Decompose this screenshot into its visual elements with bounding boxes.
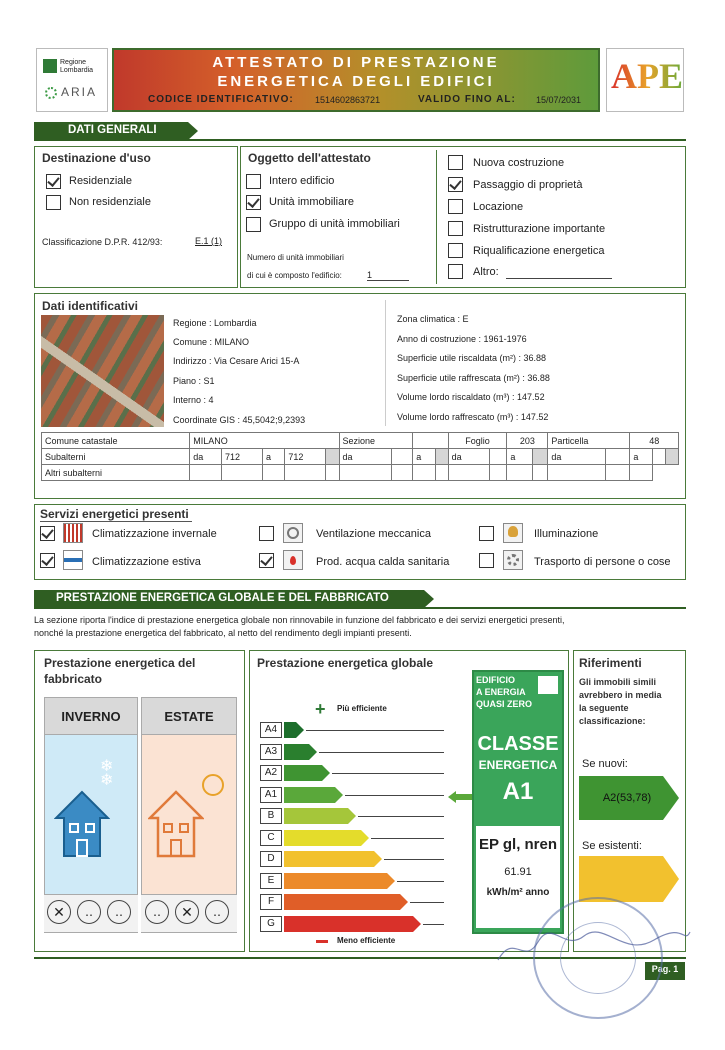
ventilazione-label: Ventilazione meccanica [316,528,431,540]
valido-value: 15/07/2031 [536,95,582,105]
ventilazione-checkbox[interactable] [259,526,274,541]
altri-cell [339,465,391,481]
sup-raffrescata-field: Superficie utile raffrescata (m²) : 36.88 [397,373,550,383]
numero-unita-value: 1 [367,270,409,281]
class-label-a3: A3 [260,744,282,760]
sub-da-label: da [190,449,222,465]
neutral-face-icon: ‥ [77,900,101,924]
coordinate-field: Coordinate GIS : 45,5042;9,2393 [173,415,306,425]
sub-a-label-3: a [507,449,533,465]
trasporto-label: Trasporto di persone o cose [534,556,671,568]
classificazione-label: Classificazione D.P.R. 412/93: [42,237,163,247]
piano-field: Piano : S1 [173,376,215,386]
class-label-a1: A1 [260,787,282,803]
sub-cell [326,449,339,465]
house-summer-icon [148,790,204,860]
tap-drop [290,556,296,565]
servizi-title-underline [40,521,192,522]
minus-icon [316,940,328,943]
altri-cell [263,465,285,481]
handwritten-signature [494,922,694,972]
nuovi-value: A2(53,78) [602,792,652,804]
class-bar-a3 [284,744,309,760]
altro-input-line[interactable] [506,278,612,279]
locazione-label: Locazione [473,201,524,213]
trasporto-checkbox[interactable] [479,553,494,568]
gruppo-unita-label: Gruppo di unità immobiliari [269,218,400,230]
plus-icon: + [315,699,326,719]
altri-cell [435,465,448,481]
illuminazione-label: Illuminazione [534,528,599,540]
altri-subalterni-label: Altri subalterni [42,465,190,481]
clim-invernale-label: Climatizzazione invernale [92,528,217,540]
class-bar-d [284,851,374,867]
logo-box [36,48,108,112]
altri-cell [190,465,222,481]
sub-cell [533,449,548,465]
ape-logo: APE [611,56,683,96]
house-winter-icon [54,790,110,860]
intero-edificio-label: Intero edificio [269,175,335,187]
class-label-c: C [260,830,282,846]
riferimenti-text-2: avrebbero in media [579,690,662,700]
numero-unita-label-1: Numero di unità immobiliari [247,253,344,262]
aerial-map-image [41,315,164,427]
page-number: Pag. 1 [651,964,679,974]
oggetto-title: Oggetto dell'attestato [248,151,371,165]
sezione-value [413,433,448,449]
altri-cell [413,465,435,481]
identificativi-title: Dati identificativi [42,299,139,313]
comune-catastale-label: Comune catastale [42,433,190,449]
non-residenziale-label: Non residenziale [69,196,151,208]
vol-riscaldato-field: Volume lordo riscaldato (m³) : 147.52 [397,392,545,402]
ep-unit: kWh/m² anno [486,887,550,898]
intero-edificio-checkbox[interactable] [246,174,261,189]
nzeb-checkbox[interactable] [538,676,558,694]
section-line-2 [34,607,686,609]
indirizzo-field: Indirizzo : Via Cesare Arici 15-A [173,356,300,366]
numero-unita-label-2: di cui è composto l'edificio: [247,271,342,280]
residenziale-checkbox[interactable] [46,174,61,189]
ep-label: EP gl, nren [478,836,558,853]
catasto-row-subalterni [42,449,679,465]
oggetto-box [240,146,686,288]
ape-logo-box [606,48,684,112]
non-residenziale-checkbox[interactable] [46,195,61,210]
servizi-title: Servizi energetici presenti [40,507,189,521]
class-bar-b [284,808,348,824]
classe-arrow-icon [448,790,472,802]
bulb-shape [508,526,518,537]
illuminazione-checkbox[interactable] [479,526,494,541]
nzeb-label-1: EDIFICIO [476,675,516,685]
altri-cell [448,465,490,481]
riferimenti-text-3: la seguente [579,703,629,713]
class-label-e: E [260,873,282,889]
vol-raffrescato-field: Volume lordo raffrescato (m³) : 147.52 [397,412,549,422]
classe-value: A1 [502,778,534,805]
section-line [34,139,686,141]
class-bar-a4 [284,722,296,738]
sub-da-label-2: da [339,449,391,465]
comune-catastale-value: MILANO [190,433,339,449]
regione-lombardia-logo [43,59,57,73]
foglio-value: 203 [507,433,548,449]
zona-climatica-field: Zona climatica : E [397,314,469,324]
sub-da-label-4: da [548,449,606,465]
classe-label-1: CLASSE [477,733,559,755]
sun-icon [202,774,224,796]
nzeb-label-2: A ENERGIA [476,687,526,697]
passaggio-proprieta-label: Passaggio di proprietà [473,179,583,191]
fabbricato-title-2: fabbricato [44,672,103,686]
sub-a-label-2: a [413,449,435,465]
ristrutturazione-label: Ristrutturazione importante [473,223,606,235]
altri-cell [391,465,412,481]
class-line-c [371,838,444,839]
globale-title: Prestazione energetica globale [257,656,434,670]
altri-cell [490,465,507,481]
intro-text-2: nonché la prestazione energetica del fabbricato, al netto del rendimento degli impianti presenti. [34,628,412,638]
nzeb-label-3: QUASI ZERO [476,699,533,709]
neutral-face-icon: ✕ [175,900,199,924]
esistenti-arrow [579,856,677,902]
divider-vertical-2 [385,300,386,426]
altri-cell [507,465,533,481]
clim-estiva-label: Climatizzazione estiva [92,556,201,568]
catasto-row-altri [42,465,679,481]
altro-checkbox[interactable] [448,264,463,279]
comune-field: Comune : MILANO [173,337,250,347]
interno-field: Interno : 4 [173,395,214,405]
riqualificazione-label: Riqualificazione energetica [473,245,605,257]
intro-text-1: La sezione riporta l'indice di prestazione energetica globale non rinnovabile in funzione del fabbricato e dei servizi energetici presenti, [34,615,565,625]
locazione-checkbox[interactable] [448,199,463,214]
class-line-a2 [332,773,444,774]
catasto-row-comune [42,433,679,449]
class-bar-c [284,830,361,846]
sub-a-label: a [263,449,285,465]
riferimenti-title: Riferimenti [579,656,642,670]
sub-a-label-4: a [630,449,652,465]
residenziale-label: Residenziale [69,175,132,187]
regione-field: Regione : Lombardia [173,318,257,328]
sub-cell [490,449,507,465]
divider-vertical [436,150,437,284]
class-line-b [358,816,444,817]
sezione-label: Sezione [339,433,413,449]
class-label-b: B [260,808,282,824]
riferimenti-text-1: Gli immobili simili [579,677,657,687]
gear-shape [507,554,519,566]
clim-invernale-checkbox[interactable] [40,526,55,541]
particella-value: 48 [630,433,679,449]
class-line-g [423,924,444,925]
air-conditioner-icon [63,550,83,570]
altri-cell [326,465,339,481]
title-line-1: ATTESTATO DI PRESTAZIONE [212,54,500,71]
nuovi-label: Se nuovi: [582,758,628,770]
class-label-d: D [260,851,282,867]
altri-cell [630,465,652,481]
clim-estiva-checkbox[interactable] [40,553,55,568]
ristrutturazione-checkbox[interactable] [448,221,463,236]
class-bar-a1 [284,787,335,803]
sub-cell [391,449,412,465]
destinazione-title: Destinazione d'uso [42,151,151,165]
section-dati-generali: DATI GENERALI [34,122,188,140]
class-bar-e [284,873,387,889]
altro-label: Altro: [473,266,499,278]
esistenti-label: Se esistenti: [582,840,642,852]
codice-label: CODICE IDENTIFICATIVO: [148,94,294,105]
sub-cell [652,449,665,465]
title-line-2: ENERGETICA DEGLI EDIFICI [217,73,495,90]
sup-riscaldata-field: Superficie utile riscaldata (m²) : 36.88 [397,353,547,363]
fan-blade [287,527,299,539]
destinazione-box [34,146,238,288]
altri-cell [606,465,630,481]
gruppo-unita-checkbox[interactable] [246,217,261,232]
sub-a-value: 712 [285,449,326,465]
class-label-f: F [260,894,282,910]
ep-value: 61.91 [504,866,532,878]
riferimenti-text-4: classificazione: [579,716,646,726]
classificazione-value: E.1 (1) [195,236,223,246]
class-bar-f [284,894,400,910]
unita-immobiliare-checkbox[interactable] [246,195,261,210]
piu-efficiente-label: Più efficiente [337,704,387,713]
happy-face-icon: ‥ [145,900,169,924]
sad-face-icon: ✕ [47,900,71,924]
foglio-label: Foglio [448,433,507,449]
acqua-calda-label: Prod. acqua calda sanitaria [316,556,450,568]
radiator-icon [63,523,83,543]
title-banner [112,48,600,112]
section-prestazione: PRESTAZIONE ENERGETICA GLOBALE E DEL FABBRICATO [34,590,424,608]
altri-cell [285,465,326,481]
subalterni-label: Subalterni [42,449,190,465]
class-line-a1 [345,795,444,796]
anno-costruzione-field: Anno di costruzione : 1961-1976 [397,334,527,344]
class-line-a3 [319,752,444,753]
happy-face-icon: ‥ [107,900,131,924]
snowflake-icon: ❄ ❄ [100,758,114,789]
logo-regione-text: Regione Lombardia [60,59,94,74]
class-bar-g [284,916,413,932]
aria-logo-text: ARIA [61,85,98,99]
nuova-costruzione-checkbox[interactable] [448,155,463,170]
particella-label: Particella [548,433,630,449]
class-line-e [397,881,444,882]
sub-da-value: 712 [221,449,262,465]
nuova-costruzione-label: Nuova costruzione [473,157,565,169]
unita-immobiliare-label: Unità immobiliare [269,196,354,208]
class-bar-a2 [284,765,322,781]
sub-cell [435,449,448,465]
meno-efficiente-label: Meno efficiente [337,936,396,945]
codice-value: 1514602863721 [315,95,381,105]
catasto-table [41,432,679,481]
class-label-a2: A2 [260,765,282,781]
class-line-a4 [306,730,444,731]
estate-header: ESTATE [141,697,237,735]
classe-label-2: ENERGETICA [478,758,558,772]
valido-label: VALIDO FINO AL: [418,94,516,105]
altri-cell [533,465,548,481]
acqua-calda-checkbox[interactable] [259,553,274,568]
altri-cell [548,465,606,481]
passaggio-proprieta-checkbox[interactable] [448,177,463,192]
riqualificazione-checkbox[interactable] [448,243,463,258]
sub-cell [606,449,630,465]
sub-da-label-3: da [448,449,490,465]
inverno-header: INVERNO [44,697,138,735]
altri-cell [221,465,262,481]
aria-logo-icon [45,87,57,99]
sad-face-icon: ‥ [205,900,229,924]
fabbricato-title-1: Prestazione energetica del [44,656,196,670]
class-line-f [410,902,444,903]
sub-cell [665,449,678,465]
class-label-a4: A4 [260,722,282,738]
class-label-g: G [260,916,282,932]
class-line-d [384,859,444,860]
